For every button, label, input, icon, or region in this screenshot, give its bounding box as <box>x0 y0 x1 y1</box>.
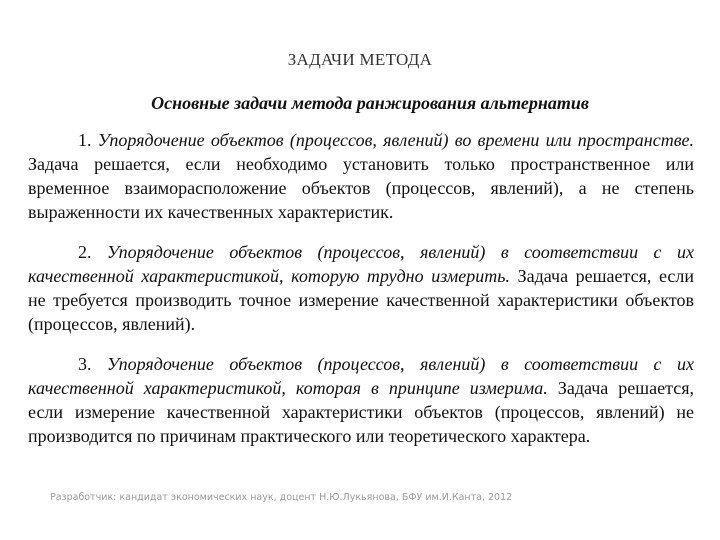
slide-title-text: ЗАДАЧИ МЕТОДА <box>287 50 433 69</box>
task-heading: Упорядочение объектов (процессов, явлений) в соответствии с их качественной характеристикой, которую трудно измерить. <box>28 242 695 286</box>
task-item-3 <box>28 352 694 448</box>
slide-content <box>28 93 694 464</box>
task-description: Задача решается, если необходимо установить только пространственное или временное взаиморасположение объектов (процессов, явлений), а не степень выраженности их качественных характеристик. <box>28 154 694 222</box>
task-description: Задача решается, если не требуется производить точное измерение качественной характеристики объектов (процессов, явлений). <box>28 266 694 334</box>
task-number: 2. <box>78 242 92 262</box>
task-number: 3. <box>78 354 92 374</box>
slide-footer: Разработчик: кандидат экономических наук, доцент Н.Ю.Лукьянова, БФУ им.И.Канта, 2012 <box>50 492 513 503</box>
slide-subtitle: Основные задачи метода ранжирования альтернатив <box>151 93 589 113</box>
task-item-2 <box>28 240 694 336</box>
task-heading: Упорядочение объектов (процессов, явлений) в соответствии с их качественной характеристикой, которая в принципе измерима. <box>28 354 695 398</box>
task-number: 1. <box>78 130 92 150</box>
slide-title <box>0 50 720 70</box>
task-heading: Упорядочение объектов (процессов, явлений) во времени или пространстве. <box>97 130 694 150</box>
task-description: Задача решается, если измерение качественной характеристики объектов (процессов, явлений) не производится по причинам практического или теоретического характера. <box>28 378 694 446</box>
task-item-1 <box>28 128 694 224</box>
